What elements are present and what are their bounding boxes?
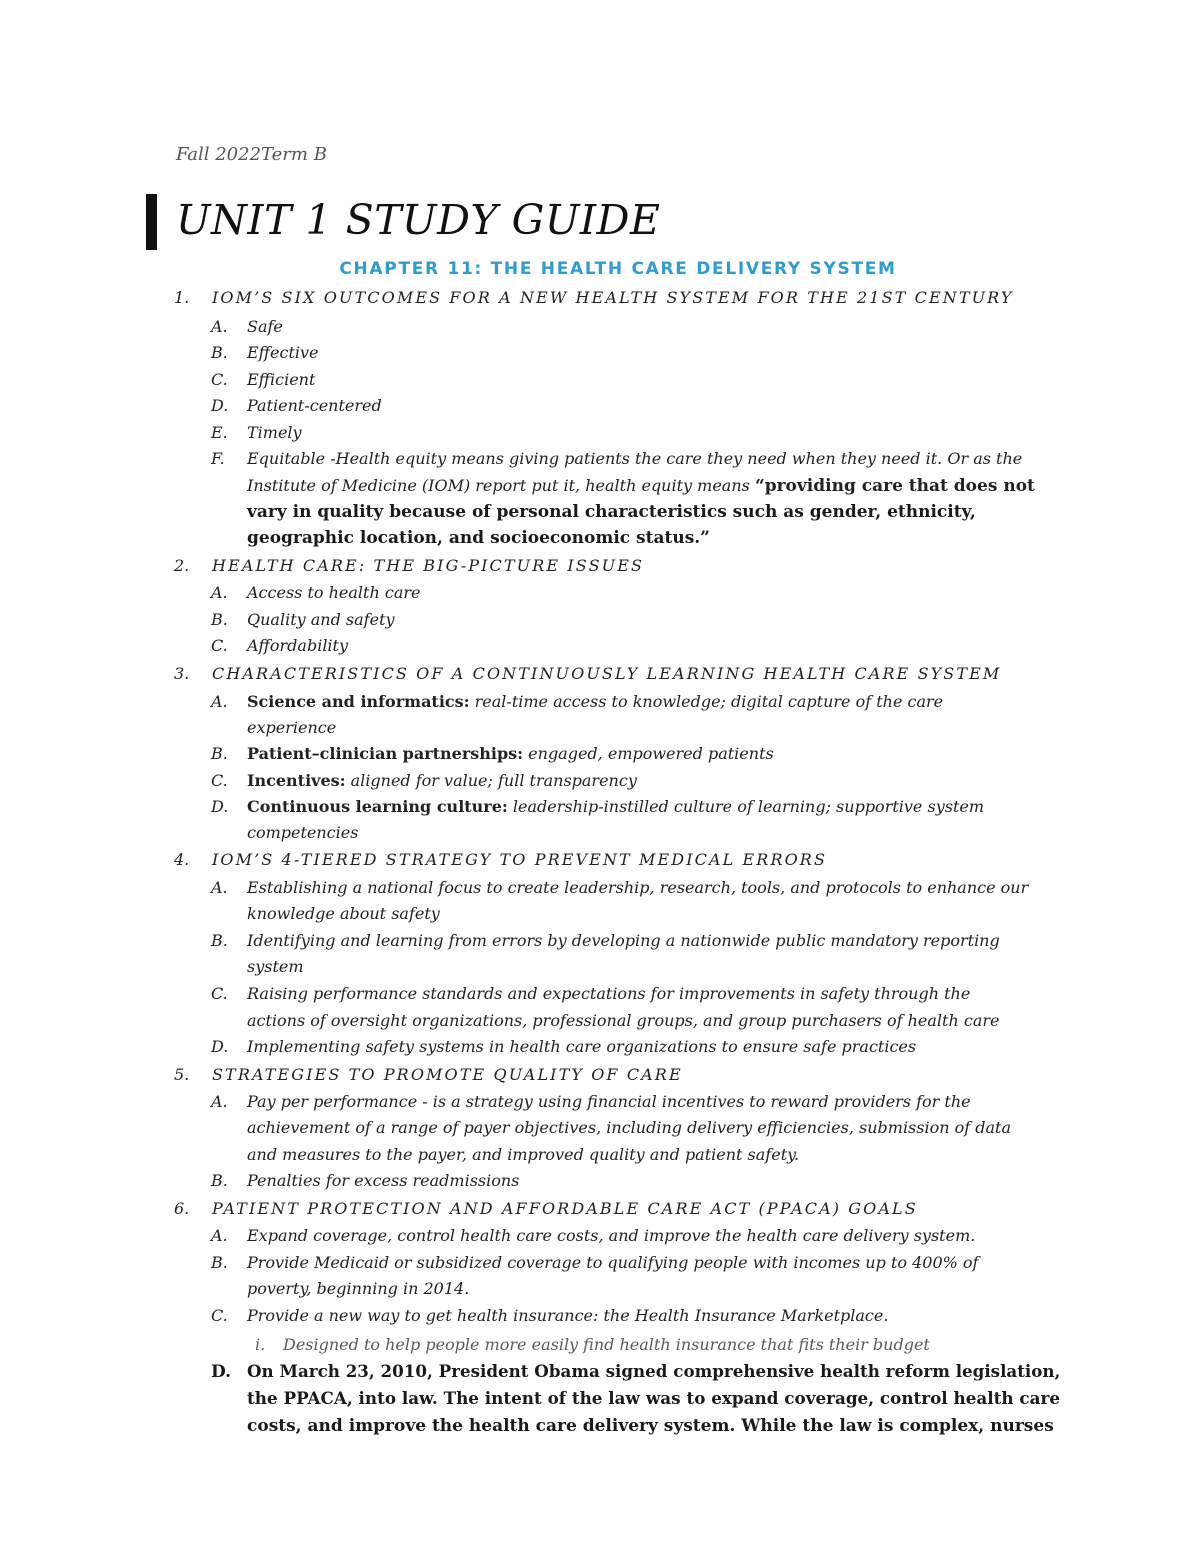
page-title: UNIT 1 STUDY GUIDE (176, 196, 661, 244)
list-item-continuation: experience (247, 718, 337, 737)
list-item-continuation: and measures to the payer, and improved quality and patient safety. (247, 1145, 800, 1164)
list-item-continuation: system (247, 957, 304, 976)
chapter-heading: CHAPTER 11: THE HEALTH CARE DELIVERY SYSTEM (339, 259, 897, 279)
list-item-continuation: achievement of a range of payer objectives, including delivery efficiencies, submission of data (247, 1118, 1012, 1137)
list-item-continuation: geographic location, and socioeconomic status.” (247, 528, 710, 548)
list-item-continuation: Institute of Medicine (IOM) report put it, health equity means “providing care that does not (247, 476, 1035, 496)
title-accent-bar (146, 194, 157, 250)
list-item-continuation: the PPACA, into law. The intent of the law was to expand coverage, control health care (247, 1389, 1061, 1409)
list-item-continuation: costs, and improve the health care delivery system. While the law is complex, nurses (247, 1416, 1054, 1436)
list-item-continuation: actions of oversight organizations, professional groups, and group purchasers of health care (247, 1011, 1000, 1030)
list-item-continuation: vary in quality because of personal characteristics such as gender, ethnicity, (247, 502, 976, 522)
term-label: Fall 2022Term B (176, 144, 327, 165)
list-item-continuation: poverty, beginning in 2014. (247, 1279, 470, 1298)
list-item-continuation: competencies (247, 823, 359, 842)
list-item-continuation: knowledge about safety (247, 904, 440, 923)
document-page: Fall 2022Term B UNIT 1 STUDY GUIDE CHAPTER 11: THE HEALTH CARE DELIVERY SYSTEM 1. IOM’S SIX OUTCOMES FOR A NEW HEALTH SYSTEM FOR THE 21ST CENTURY A. Safe B. Effective C. Efficient D. Patient-centered E. Timely F. Equitable -Health equity means giving patients the care they need when they need it. Or as the Institute of Medicine (IOM) report put it, health equity means “providing care that does not vary in quality because of personal characteristics such as gender, ethnicity, geographic location, and socioeconomic status.” 2. HEALTH CARE: THE BIG-PICTURE ISSUES A. Access to health care B. Quality and safety C. Affordability 3. CHARACTERISTICS OF A CONTINUOUSLY LEARNING HEALTH CARE SYSTEM A. Science and informatics: real-time access to knowledge; digital capture of the care experience B. Patient–clinician partnerships: engaged, empowered patients C. Incentives: aligned for value; full transparency D. Continuous learning culture: leadership-instilled culture of learning; supportive system competencies 4. IOM’S 4-TIERED STRATEGY TO PREVENT MEDICAL ERRORS A. Establishing a national focus to create leadership, research, tools, and protocols to enhance our knowledge about safety B. Identifying and learning from errors by developing a nationwide public mandatory reporting system C. Raising performance standards and expectations for improvements in safety through the actions of oversight organizations, professional groups, and group purchasers of health care D. Implementing safety systems in health care organizations to ensure safe practices 5. STRATEGIES TO PROMOTE QUALITY OF CARE A. Pay per performance - is a strategy using financial incentives to reward providers for the achievement of a range of payer objectives, including delivery efficiencies, submission of data and measures to the payer, and improved quality and patient safety. B. Penalties for excess readmissions 6. PATIENT PROTECTION AND AFFORDABLE CARE ACT (PPACA) GOALS A. Expand coverage, control health care costs, and improve the health care delivery system. B. Provide Medicaid or subsidized coverage to qualifying people with incomes up to 400% of poverty, beginning in 2014. C. Provide a new way to get health insurance: the Health Insurance Marketplace. i. Designed to help people more easily find health insurance that fits their budget D. On March 23, 2010, President Obama signed comprehensive health reform legislation, the PPACA, into law. The intent of the law was to expand coverage, control health care costs, and improve the health care delivery system. While the law is complex, nurses (0, 0, 1200, 1553)
